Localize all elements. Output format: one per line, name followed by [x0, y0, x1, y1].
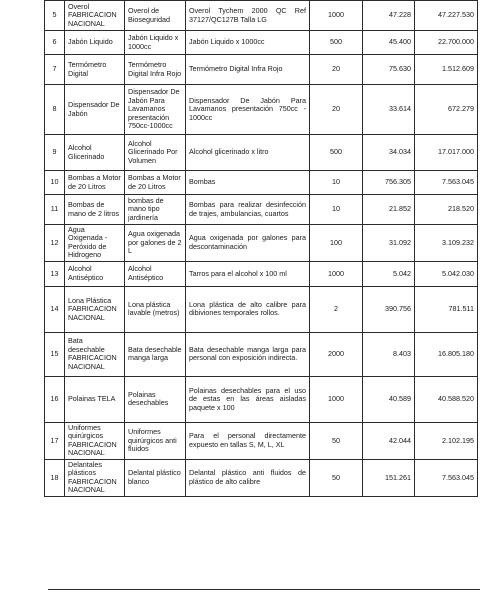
unit-price-cell: 33.614 [363, 85, 415, 135]
item-specification-cell: Delantal plástico anti fluidos de plástico de alto calibre [186, 459, 310, 496]
table-row [45, 1, 478, 31]
total-price-cell: 16.805.180 [415, 332, 478, 376]
item-name-cell: Jabón Liquido [65, 31, 125, 55]
item-name-cell: Bata desechable FABRICACION NACIONAL [65, 332, 125, 376]
total-price-cell: 3.109.232 [415, 225, 478, 262]
item-description-cell: Uniformes quirúrgicos anti fluidos [125, 422, 186, 459]
quantity-cell: 50 [310, 459, 363, 496]
total-price-cell: 22.700.000 [415, 31, 478, 55]
item-description-cell: Alcohol Antiséptico [125, 261, 186, 286]
item-name-cell: Dispensador De Jabón [65, 85, 125, 135]
quantity-cell: 1000 [310, 1, 363, 31]
item-name-cell: Delantales plásticos FABRICACION NACIONAL [65, 459, 125, 496]
quantity-cell: 100 [310, 225, 363, 262]
item-name-cell: Bombas de mano de 2 litros [65, 195, 125, 225]
item-number-cell: 8 [45, 85, 65, 135]
quantity-cell: 20 [310, 85, 363, 135]
unit-price-cell: 47.228 [363, 1, 415, 31]
item-number-cell: 7 [45, 55, 65, 85]
total-price-cell: 40.588.520 [415, 376, 478, 422]
total-price-cell: 218.520 [415, 195, 478, 225]
table-row [45, 376, 478, 422]
total-price-cell: 781.511 [415, 286, 478, 332]
item-description-cell: Termómetro Digital Infra Rojo [125, 55, 186, 85]
table-row [45, 422, 478, 459]
item-description-cell: Delantal plástico blanco [125, 459, 186, 496]
quantity-cell: 500 [310, 31, 363, 55]
item-specification-cell: Jabón Liquido x 1000cc [186, 31, 310, 55]
total-price-cell: 7.563.045 [415, 459, 478, 496]
item-specification-cell: Bombas para realizar desinfección de trajes, ambulancias, cuartos [186, 195, 310, 225]
item-specification-cell: Dispensador De Jabón Para Lavamanos presentación 750cc - 1000cc [186, 85, 310, 135]
item-specification-cell: Overol Tychem 2000 QC Ref 37127/QC127B Talla LG [186, 1, 310, 31]
table-row [45, 171, 478, 195]
item-specification-cell: Tarros para el alcohol x 100 ml [186, 261, 310, 286]
item-name-cell: Agua Oxigenada - Peróxido de Hidrogeno [65, 225, 125, 262]
unit-price-cell: 8.403 [363, 332, 415, 376]
item-specification-cell: Lona plástica de alto calibre para dibiviones temporales rollos. [186, 286, 310, 332]
quantity-cell: 500 [310, 135, 363, 171]
item-name-cell: Lona Plástica FABRICACION NACIONAL [65, 286, 125, 332]
total-price-cell: 2.102.195 [415, 422, 478, 459]
item-number-cell: 14 [45, 286, 65, 332]
table-row [45, 85, 478, 135]
table-row [45, 225, 478, 262]
item-name-cell: Overol FABRICACION NACIONAL [65, 1, 125, 31]
unit-price-cell: 390.756 [363, 286, 415, 332]
item-name-cell: Uniformes quirúrgicos FABRICACION NACIONAL [65, 422, 125, 459]
item-specification-cell: Agua oxigenada por galones para descontaminación [186, 225, 310, 262]
item-specification-cell: Alcohol glicerinado x litro [186, 135, 310, 171]
unit-price-cell: 42.044 [363, 422, 415, 459]
items-table-body [45, 1, 478, 497]
item-name-cell: Termómetro Digital [65, 55, 125, 85]
table-row [45, 332, 478, 376]
total-price-cell: 1.512.609 [415, 55, 478, 85]
item-name-cell: Alcohol Glicerinado [65, 135, 125, 171]
item-description-cell: Dispensador De Jabón Para Lavamanos presentación 750cc-1000cc [125, 85, 186, 135]
item-description-cell: bombas de mano tipo jardinería [125, 195, 186, 225]
item-specification-cell: Polainas desechables para el uso de estas en las áreas aisladas paquete x 100 [186, 376, 310, 422]
quantity-cell: 2 [310, 286, 363, 332]
item-number-cell: 18 [45, 459, 65, 496]
quantity-cell: 20 [310, 55, 363, 85]
quantity-cell: 1000 [310, 376, 363, 422]
unit-price-cell: 31.092 [363, 225, 415, 262]
item-number-cell: 6 [45, 31, 65, 55]
unit-price-cell: 45.400 [363, 31, 415, 55]
table-row [45, 195, 478, 225]
table-row [45, 135, 478, 171]
unit-price-cell: 40.589 [363, 376, 415, 422]
item-name-cell: Polainas TELA [65, 376, 125, 422]
item-number-cell: 15 [45, 332, 65, 376]
item-specification-cell: Para el personal directamente expuesto en tallas S, M, L, XL [186, 422, 310, 459]
quantity-cell: 50 [310, 422, 363, 459]
item-specification-cell: Bombas [186, 171, 310, 195]
quantity-cell: 1000 [310, 261, 363, 286]
item-number-cell: 11 [45, 195, 65, 225]
quantity-cell: 2000 [310, 332, 363, 376]
table-row [45, 31, 478, 55]
item-number-cell: 16 [45, 376, 65, 422]
footer-rule [48, 589, 480, 590]
unit-price-cell: 5.042 [363, 261, 415, 286]
item-description-cell: Agua oxigenada por galones de 2 L [125, 225, 186, 262]
item-name-cell: Bombas a Motor de 20 Litros [65, 171, 125, 195]
item-specification-cell: Termómetro Digital Infra Rojo [186, 55, 310, 85]
total-price-cell: 17.017.000 [415, 135, 478, 171]
unit-price-cell: 151.261 [363, 459, 415, 496]
item-number-cell: 12 [45, 225, 65, 262]
item-description-cell: Alcohol Glicerinado Por Volumen [125, 135, 186, 171]
quantity-cell: 10 [310, 171, 363, 195]
unit-price-cell: 75.630 [363, 55, 415, 85]
table-row [45, 286, 478, 332]
item-description-cell: Jabón Liquido x 1000cc [125, 31, 186, 55]
quantity-cell: 10 [310, 195, 363, 225]
items-table [44, 0, 478, 497]
item-number-cell: 13 [45, 261, 65, 286]
item-number-cell: 17 [45, 422, 65, 459]
total-price-cell: 672.279 [415, 85, 478, 135]
table-row [45, 261, 478, 286]
item-number-cell: 5 [45, 1, 65, 31]
item-name-cell: Alcohol Antiséptico [65, 261, 125, 286]
item-description-cell: Overol de Bioseguridad [125, 1, 186, 31]
table-row [45, 459, 478, 496]
total-price-cell: 5.042.030 [415, 261, 478, 286]
item-description-cell: Bata desechable manga larga [125, 332, 186, 376]
total-price-cell: 7.563.045 [415, 171, 478, 195]
item-specification-cell: Bata desechable manga larga para personal con exposición indirecta. [186, 332, 310, 376]
unit-price-cell: 34.034 [363, 135, 415, 171]
item-number-cell: 10 [45, 171, 65, 195]
item-description-cell: Polainas desechables [125, 376, 186, 422]
unit-price-cell: 21.852 [363, 195, 415, 225]
total-price-cell: 47.227.530 [415, 1, 478, 31]
item-number-cell: 9 [45, 135, 65, 171]
item-description-cell: Bombas a Motor de 20 Litros [125, 171, 186, 195]
unit-price-cell: 756.305 [363, 171, 415, 195]
table-row [45, 55, 478, 85]
item-description-cell: Lona plástica lavable (metros) [125, 286, 186, 332]
